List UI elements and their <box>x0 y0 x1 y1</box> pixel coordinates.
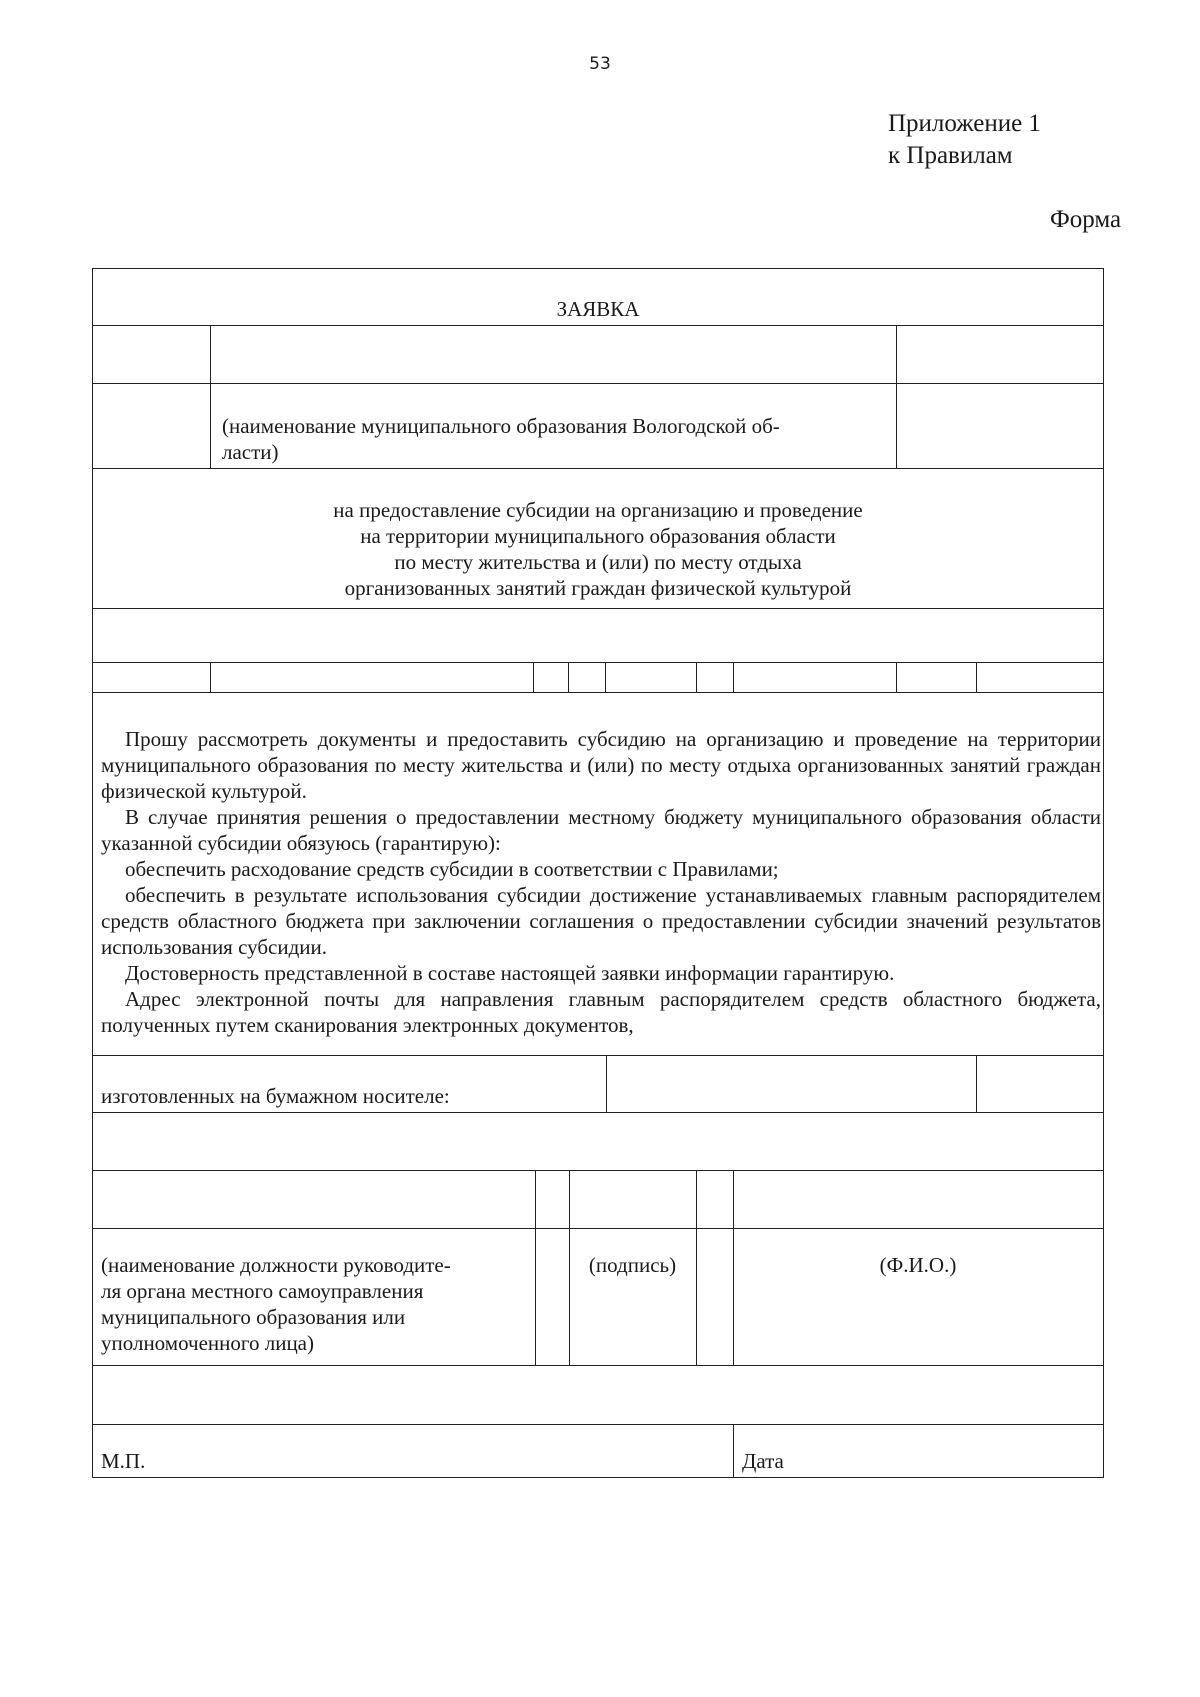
form-label: Форма <box>1050 206 1122 233</box>
municipality-caption-line-2: ласти) <box>222 440 279 464</box>
purpose-line: по месту жительства и (или) по месту отдыха <box>394 550 802 574</box>
position-caption-line: (наименование должности руководите- <box>101 1253 451 1277</box>
email-field[interactable] <box>614 1062 969 1106</box>
paper-carrier-label: изготовленных на бумажном носителе: <box>101 1084 450 1108</box>
body-paragraph: обеспечить в результате использования субсидии достижение устанавливаемых главным распорядителем средств областного бюджета при заключении соглашения о предоставлении субсидии значений результатов использования субсидии. <box>101 883 1101 959</box>
purpose-line: на территории муниципального образования области <box>360 524 836 548</box>
signature-field[interactable] <box>576 1176 690 1222</box>
application-body <box>101 726 1101 1038</box>
annex-reference <box>888 108 1041 172</box>
municipality-caption <box>222 413 890 465</box>
purpose-line: на предоставление субсидии на организацию и проведение <box>333 498 863 522</box>
body-paragraph: Достоверность представленной в составе настоящей заявки информации гарантирую. <box>125 961 895 985</box>
body-paragraph: обеспечить расходование средств субсидии в соответствии с Правилами; <box>125 857 779 881</box>
body-paragraph: Прошу рассмотреть документы и предоставить субсидию на организацию и проведение на территории муниципального образования по месту жительства и (или) по месту отдыха организованных занятий граждан физической культурой. <box>101 727 1101 803</box>
page-number: 53 <box>589 54 611 74</box>
body-paragraph: В случае принятия решения о предоставлении местному бюджету муниципального образования области указанной субсидии обязуюсь (гарантирую): <box>101 805 1101 855</box>
position-caption-line: муниципального образования или <box>101 1305 406 1329</box>
purpose-line: организованных занятий граждан физической культурой <box>344 576 852 600</box>
fio-caption: (Ф.И.О.) <box>879 1253 957 1277</box>
position-caption-line: ля органа местного самоуправления <box>101 1279 424 1303</box>
position-caption <box>101 1252 531 1356</box>
form-title: ЗАЯВКА <box>556 297 640 321</box>
signature-caption: (подпись) <box>588 1253 677 1277</box>
stamp-label: М.П. <box>101 1449 146 1473</box>
annex-line-2: к Правилам <box>888 142 1013 169</box>
position-field[interactable] <box>100 1176 530 1222</box>
position-caption-line: уполномоченного лица) <box>101 1331 314 1355</box>
date-label: Дата <box>742 1449 784 1473</box>
application-form <box>92 268 1104 1478</box>
body-paragraph: Адрес электронной почты для направления главным распорядителем средств областного бюджета, полученных путем сканирования электронных документов, <box>101 987 1101 1037</box>
municipality-caption-line-1: (наименование муниципального образования Вологодской об- <box>222 414 780 438</box>
annex-line-1: Приложение 1 <box>888 110 1041 137</box>
fio-field[interactable] <box>740 1176 1096 1222</box>
application-purpose <box>92 497 1104 601</box>
